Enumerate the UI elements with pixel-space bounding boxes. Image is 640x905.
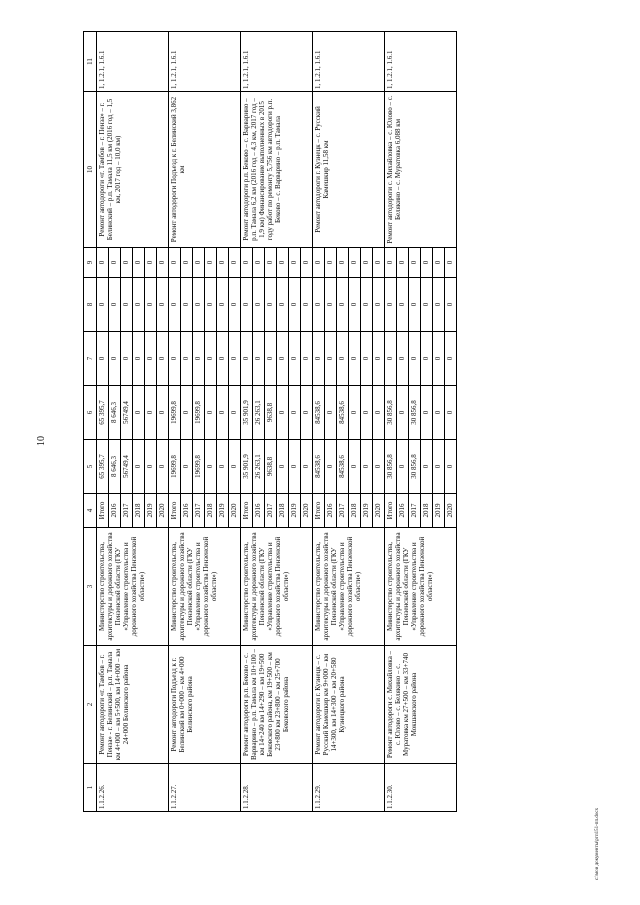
other-sources-cell: 0 (349, 248, 361, 278)
other-sources-cell: 0 (409, 248, 421, 278)
table-row (97, 32, 109, 812)
year-cell: 2018 (349, 494, 361, 528)
federal-budget-cell: 0 (445, 332, 457, 386)
header-cell: 2 (84, 646, 97, 764)
other-sources-cell: 0 (361, 248, 373, 278)
federal-budget-cell: 0 (253, 332, 265, 386)
executor-cell: Министерство строительства, архитектуры и дорожного хозяйства Пензенской области (ГКУ «Управление строительства и дорожного хозяйства Пензенской области») (241, 528, 313, 646)
other-sources-cell: 0 (241, 248, 253, 278)
year-cell: Итого (97, 494, 109, 528)
other-sources-cell: 0 (121, 248, 133, 278)
regional-budget-cell: 30 856,8 (385, 386, 397, 440)
federal-budget-cell: 0 (217, 332, 229, 386)
header-cell: 4 (84, 494, 97, 528)
total-funding-cell: 0 (289, 440, 301, 494)
expected-result-cell: Ремонт автодороги с. Михайловка – с. Юлово – с. Белякино – с. Муратовка 6,088 км (385, 92, 457, 248)
regional-budget-cell: 0 (205, 386, 217, 440)
total-funding-cell: 0 (397, 440, 409, 494)
other-sources-cell: 0 (265, 248, 277, 278)
other-sources-cell: 0 (325, 248, 337, 278)
local-budget-cell: 0 (265, 278, 277, 332)
year-cell: 2020 (157, 494, 169, 528)
federal-budget-cell: 0 (145, 332, 157, 386)
year-cell: 2016 (253, 494, 265, 528)
federal-budget-cell: 0 (133, 332, 145, 386)
total-funding-cell: 84538,6 (313, 440, 325, 494)
regional-budget-cell: 0 (289, 386, 301, 440)
federal-budget-cell: 0 (397, 332, 409, 386)
program-measures-table (83, 31, 457, 812)
other-sources-cell: 0 (313, 248, 325, 278)
measure-number-cell: 1.1.2.29. (313, 764, 385, 812)
federal-budget-cell: 0 (373, 332, 385, 386)
regional-budget-cell: 19699,8 (193, 386, 205, 440)
year-cell: 2016 (397, 494, 409, 528)
total-funding-cell: 0 (361, 440, 373, 494)
year-cell: 2019 (217, 494, 229, 528)
local-budget-cell: 0 (361, 278, 373, 332)
total-funding-cell: 30 856,8 (409, 440, 421, 494)
executor-cell: Министерство строительства, архитектуры и дорожного хозяйства Пензенской области (ГКУ «Управление строительства и дорожного хозяйства Пензенской области») (169, 528, 241, 646)
local-budget-cell: 0 (277, 278, 289, 332)
federal-budget-cell: 0 (325, 332, 337, 386)
indicator-link-cell: 1, 1.2.1, 1.6.1 (313, 32, 385, 92)
federal-budget-cell: 0 (385, 332, 397, 386)
federal-budget-cell: 0 (409, 332, 421, 386)
other-sources-cell: 0 (301, 248, 313, 278)
year-cell: Итого (241, 494, 253, 528)
other-sources-cell: 0 (445, 248, 457, 278)
measure-number-cell: 1.1.2.26. (97, 764, 169, 812)
regional-budget-cell: 0 (217, 386, 229, 440)
expected-result-cell: Ремонт автодороги г. Кузнецк – с. Русский Камешкир 11,58 км (313, 92, 385, 248)
measure-name-cell: Ремонт автодороги Подъезд к г. Белинский км 0+000 – км 4+000 Белинского района (169, 646, 241, 764)
header-cell: 1 (84, 764, 97, 812)
year-cell: Итого (169, 494, 181, 528)
other-sources-cell: 0 (145, 248, 157, 278)
year-cell: 2019 (361, 494, 373, 528)
total-funding-cell: 0 (277, 440, 289, 494)
other-sources-cell: 0 (433, 248, 445, 278)
regional-budget-cell: 0 (349, 386, 361, 440)
regional-budget-cell: 35 901,9 (241, 386, 253, 440)
total-funding-cell: 35 901,9 (241, 440, 253, 494)
total-funding-cell: 0 (181, 440, 193, 494)
total-funding-cell: 0 (433, 440, 445, 494)
local-budget-cell: 0 (109, 278, 121, 332)
federal-budget-cell: 0 (121, 332, 133, 386)
year-cell: 2020 (229, 494, 241, 528)
total-funding-cell: 9638,8 (265, 440, 277, 494)
measure-number-cell: 1.1.2.27. (169, 764, 241, 812)
total-funding-cell: 84538,6 (337, 440, 349, 494)
local-budget-cell: 0 (337, 278, 349, 332)
year-cell: 2018 (277, 494, 289, 528)
federal-budget-cell: 0 (97, 332, 109, 386)
federal-budget-cell: 0 (289, 332, 301, 386)
local-budget-cell: 0 (169, 278, 181, 332)
other-sources-cell: 0 (397, 248, 409, 278)
federal-budget-cell: 0 (301, 332, 313, 386)
indicator-link-cell: 1, 1.2.1, 1.6.1 (385, 32, 457, 92)
other-sources-cell: 0 (289, 248, 301, 278)
local-budget-cell: 0 (301, 278, 313, 332)
measure-name-cell: Ремонт автодороги «г. Тамбов – г. Пенза» - г. Белинский – р.п. Тамала км 4+000 – км 5+500, км 14+000 – км 24+000 Белинского района (97, 646, 169, 764)
year-cell: 2016 (325, 494, 337, 528)
federal-budget-cell: 0 (241, 332, 253, 386)
local-budget-cell: 0 (373, 278, 385, 332)
table-row (169, 32, 181, 812)
year-cell: Итого (313, 494, 325, 528)
regional-budget-cell: 0 (421, 386, 433, 440)
regional-budget-cell: 0 (397, 386, 409, 440)
total-funding-cell: 65 395,7 (97, 440, 109, 494)
local-budget-cell: 0 (229, 278, 241, 332)
year-cell: Итого (385, 494, 397, 528)
regional-budget-cell: 84538,6 (337, 386, 349, 440)
total-funding-cell: 8 646,3 (109, 440, 121, 494)
footer-file-path: c:\мои документы\ргп151-пп.docx (595, 807, 600, 880)
federal-budget-cell: 0 (265, 332, 277, 386)
local-budget-cell: 0 (349, 278, 361, 332)
regional-budget-cell: 0 (361, 386, 373, 440)
regional-budget-cell: 0 (277, 386, 289, 440)
header-cell: 7 (84, 332, 97, 386)
year-cell: 2018 (205, 494, 217, 528)
regional-budget-cell: 56749,4 (121, 386, 133, 440)
regional-budget-cell: 0 (157, 386, 169, 440)
federal-budget-cell: 0 (205, 332, 217, 386)
other-sources-cell: 0 (337, 248, 349, 278)
total-funding-cell: 0 (373, 440, 385, 494)
federal-budget-cell: 0 (277, 332, 289, 386)
expected-result-cell: Ремонт автодороги Подъезд к г. Белинский 3,862 км (169, 92, 241, 248)
year-cell: 2020 (445, 494, 457, 528)
regional-budget-cell: 0 (445, 386, 457, 440)
year-cell: 2018 (421, 494, 433, 528)
other-sources-cell: 0 (157, 248, 169, 278)
local-budget-cell: 0 (433, 278, 445, 332)
federal-budget-cell: 0 (313, 332, 325, 386)
page-number: 10 (36, 436, 47, 446)
year-cell: 2016 (181, 494, 193, 528)
expected-result-cell: Ремонт автодороги «г. Тамбов – г. Пенза» – г. Белинский – р.п. Тамала 11,5 км (2016 год – 1,5 км, 2017 год – 10,0 км) (97, 92, 169, 248)
federal-budget-cell: 0 (229, 332, 241, 386)
regional-budget-cell: 0 (433, 386, 445, 440)
local-budget-cell: 0 (193, 278, 205, 332)
local-budget-cell: 0 (409, 278, 421, 332)
local-budget-cell: 0 (133, 278, 145, 332)
total-funding-cell: 19699,8 (169, 440, 181, 494)
total-funding-cell: 0 (145, 440, 157, 494)
other-sources-cell: 0 (253, 248, 265, 278)
other-sources-cell: 0 (373, 248, 385, 278)
other-sources-cell: 0 (193, 248, 205, 278)
regional-budget-cell: 8 646,3 (109, 386, 121, 440)
federal-budget-cell: 0 (169, 332, 181, 386)
local-budget-cell: 0 (313, 278, 325, 332)
federal-budget-cell: 0 (157, 332, 169, 386)
header-cell: 8 (84, 278, 97, 332)
measure-number-cell: 1.1.2.30. (385, 764, 457, 812)
table-row (385, 32, 397, 812)
rotated-table-wrapper (83, 32, 603, 812)
local-budget-cell: 0 (289, 278, 301, 332)
other-sources-cell: 0 (133, 248, 145, 278)
table-row (241, 32, 253, 812)
header-cell: 6 (84, 386, 97, 440)
other-sources-cell: 0 (229, 248, 241, 278)
other-sources-cell: 0 (421, 248, 433, 278)
table-row (313, 32, 325, 812)
indicator-link-cell: 1, 1.2.1, 1.6.1 (169, 32, 241, 92)
federal-budget-cell: 0 (433, 332, 445, 386)
regional-budget-cell: 0 (373, 386, 385, 440)
total-funding-cell: 0 (229, 440, 241, 494)
local-budget-cell: 0 (241, 278, 253, 332)
total-funding-cell: 26 263,1 (253, 440, 265, 494)
total-funding-cell: 19699,8 (193, 440, 205, 494)
year-cell: 2019 (433, 494, 445, 528)
executor-cell: Министерство строительства, архитектуры и дорожного хозяйства Пензенской области (ГКУ «Управление строительства и дорожного хозяйства Пензенской области») (385, 528, 457, 646)
total-funding-cell: 0 (217, 440, 229, 494)
year-cell: 2019 (289, 494, 301, 528)
local-budget-cell: 0 (205, 278, 217, 332)
local-budget-cell: 0 (445, 278, 457, 332)
header-cell: 3 (84, 528, 97, 646)
local-budget-cell: 0 (121, 278, 133, 332)
total-funding-cell: 0 (421, 440, 433, 494)
year-cell: 2019 (145, 494, 157, 528)
total-funding-cell: 0 (157, 440, 169, 494)
regional-budget-cell: 65 395,7 (97, 386, 109, 440)
regional-budget-cell: 26 263,1 (253, 386, 265, 440)
federal-budget-cell: 0 (337, 332, 349, 386)
other-sources-cell: 0 (97, 248, 109, 278)
regional-budget-cell: 0 (301, 386, 313, 440)
indicator-link-cell: 1, 1.2.1, 1.6.1 (97, 32, 169, 92)
local-budget-cell: 0 (217, 278, 229, 332)
local-budget-cell: 0 (421, 278, 433, 332)
regional-budget-cell: 84538,6 (313, 386, 325, 440)
regional-budget-cell: 19699,8 (169, 386, 181, 440)
executor-cell: Министерство строительства, архитектуры и дорожного хозяйства Пензенской области (ГКУ «Управление строительства и дорожного хозяйства Пензенской области») (97, 528, 169, 646)
federal-budget-cell: 0 (349, 332, 361, 386)
other-sources-cell: 0 (385, 248, 397, 278)
year-cell: 2017 (193, 494, 205, 528)
measure-name-cell: Ремонт автодороги г. Кузнецк – с. Русский Камешкир км 9+000 – км 14+300, км 14+300 – км 20+580 Кузнецкого района (313, 646, 385, 764)
total-funding-cell: 0 (445, 440, 457, 494)
local-budget-cell: 0 (385, 278, 397, 332)
header-cell: 10 (84, 92, 97, 248)
other-sources-cell: 0 (205, 248, 217, 278)
year-cell: 2017 (337, 494, 349, 528)
total-funding-cell: 0 (205, 440, 217, 494)
year-cell: 2017 (265, 494, 277, 528)
year-cell: 2017 (121, 494, 133, 528)
year-cell: 2020 (373, 494, 385, 528)
federal-budget-cell: 0 (181, 332, 193, 386)
executor-cell: Министерство строительства, архитектуры и дорожного хозяйства Пензенской области (ГКУ «Управление строительства и дорожного хозяйства Пензенской области») (313, 528, 385, 646)
year-cell: 2020 (301, 494, 313, 528)
local-budget-cell: 0 (145, 278, 157, 332)
federal-budget-cell: 0 (109, 332, 121, 386)
other-sources-cell: 0 (277, 248, 289, 278)
local-budget-cell: 0 (97, 278, 109, 332)
year-cell: 2016 (109, 494, 121, 528)
other-sources-cell: 0 (217, 248, 229, 278)
total-funding-cell: 30 856,8 (385, 440, 397, 494)
local-budget-cell: 0 (157, 278, 169, 332)
regional-budget-cell: 0 (325, 386, 337, 440)
total-funding-cell: 56749,4 (121, 440, 133, 494)
expected-result-cell: Ремонт автодороги р.п. Беково – с. Варварино – р.п. Тамала 6,2 км (2016 год – 4,3 км, 2017 год – 1,9 км) Финансирование выполненных в 2015 году работ по ремонту 5,756 км автодороги р.п. Беково – с. Варварино – р.п. Тамала (241, 92, 313, 248)
other-sources-cell: 0 (181, 248, 193, 278)
header-cell: 11 (84, 32, 97, 92)
measure-name-cell: Ремонт автодороги р.п. Беково – с. Варварино – р.п. Тамала км 10+100 – км 14+240 км 14+290 – км 19+500 Бековского района, км 19+500 – км 23+800 км 23+800 – км 25+700 Бековского района (241, 646, 313, 764)
regional-budget-cell: 0 (229, 386, 241, 440)
total-funding-cell: 0 (301, 440, 313, 494)
regional-budget-cell: 30 856,8 (409, 386, 421, 440)
local-budget-cell: 0 (253, 278, 265, 332)
other-sources-cell: 0 (109, 248, 121, 278)
header-row (84, 32, 97, 812)
regional-budget-cell: 9638,8 (265, 386, 277, 440)
header-cell: 9 (84, 248, 97, 278)
federal-budget-cell: 0 (421, 332, 433, 386)
total-funding-cell: 0 (133, 440, 145, 494)
total-funding-cell: 0 (325, 440, 337, 494)
other-sources-cell: 0 (169, 248, 181, 278)
regional-budget-cell: 0 (181, 386, 193, 440)
measure-number-cell: 1.1.2.28. (241, 764, 313, 812)
measure-name-cell: Ремонт автодороги с. Михайловка – с. Юлово – с. Белякино – с. Муратовка км 27+500 – км 33+740 Мокшанского района (385, 646, 457, 764)
regional-budget-cell: 0 (145, 386, 157, 440)
header-cell: 5 (84, 440, 97, 494)
local-budget-cell: 0 (325, 278, 337, 332)
federal-budget-cell: 0 (193, 332, 205, 386)
year-cell: 2018 (133, 494, 145, 528)
year-cell: 2017 (409, 494, 421, 528)
indicator-link-cell: 1, 1.2.1, 1.6.1 (241, 32, 313, 92)
regional-budget-cell: 0 (133, 386, 145, 440)
federal-budget-cell: 0 (361, 332, 373, 386)
local-budget-cell: 0 (397, 278, 409, 332)
local-budget-cell: 0 (181, 278, 193, 332)
total-funding-cell: 0 (349, 440, 361, 494)
